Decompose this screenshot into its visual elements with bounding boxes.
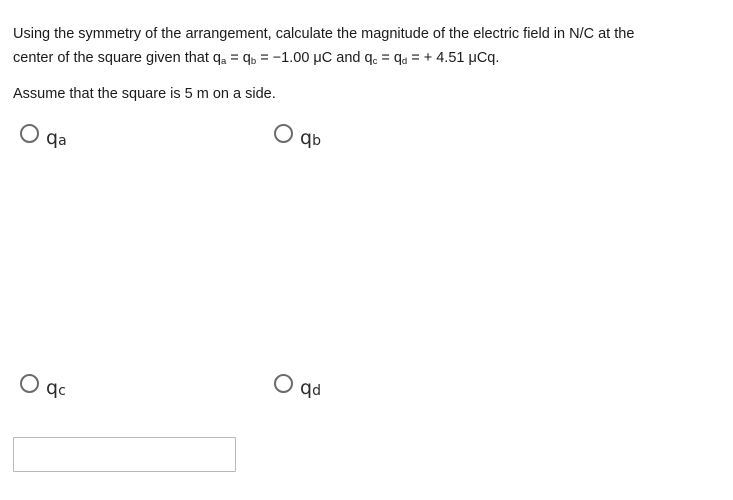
equals-qd: = q — [377, 50, 402, 66]
charge-c — [20, 374, 66, 400]
charge-a-circle-icon — [20, 124, 39, 143]
value-ab: = −1.00 μC and q — [256, 50, 373, 66]
value-cd: = + 4.51 μCq. — [407, 50, 500, 66]
charge-d — [274, 374, 321, 400]
question-line-1: Using the symmetry of the arrangement, calculate the magnitude of the electric field in N/C at the — [13, 26, 635, 42]
subscript-d: d — [401, 56, 408, 67]
charge-d-circle-icon — [274, 374, 293, 393]
answer-input[interactable] — [13, 437, 236, 472]
equals-qb: = q — [226, 50, 251, 66]
charge-b-circle-icon — [274, 124, 293, 143]
charge-a — [20, 124, 67, 150]
question-text — [13, 22, 713, 70]
charge-a-label: qa — [46, 127, 67, 149]
subscript-a: a — [220, 56, 227, 67]
subscript-b: b — [250, 56, 257, 67]
charge-b-label: qb — [300, 127, 321, 149]
charge-d-label: qd — [300, 377, 321, 399]
charge-c-label: qc — [46, 377, 66, 399]
assumption-text: Assume that the square is 5 m on a side. — [13, 86, 276, 102]
charge-b — [274, 124, 321, 150]
question-line-2: center of the square given that q — [13, 50, 221, 66]
charge-c-circle-icon — [20, 374, 39, 393]
subscript-c: c — [372, 56, 378, 67]
